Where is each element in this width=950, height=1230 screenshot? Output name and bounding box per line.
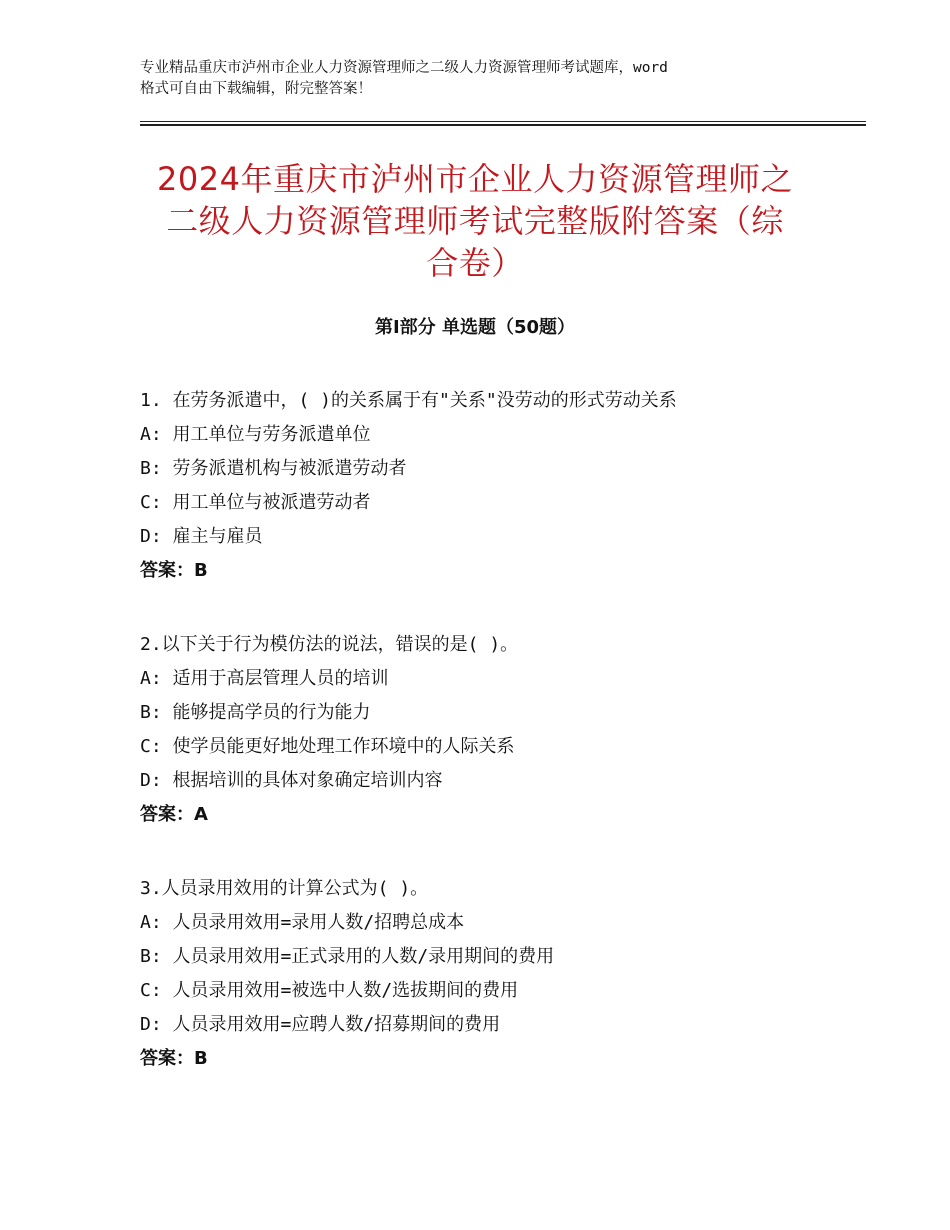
section-title: 第Ⅰ部分 单选题（50题） bbox=[374, 317, 575, 338]
question-stem: 2.以下关于行为模仿法的说法，错误的是( )。 bbox=[140, 634, 519, 655]
option-a: A: 人员录用效用=录用人数/招聘总成本 bbox=[140, 912, 465, 933]
option-a: A: 适用于高层管理人员的培训 bbox=[140, 668, 389, 689]
option-a: A: 用工单位与劳务派遣单位 bbox=[140, 424, 371, 445]
question-2 bbox=[140, 628, 840, 832]
option-c: C: 使学员能更好地处理工作环境中的人际关系 bbox=[140, 736, 515, 757]
header-divider-thick bbox=[140, 124, 866, 126]
option-b: B: 劳务派遣机构与被派遣劳动者 bbox=[140, 458, 407, 479]
option-b: B: 能够提高学员的行为能力 bbox=[140, 702, 371, 723]
question-stem: 3.人员录用效用的计算公式为( )。 bbox=[140, 878, 429, 899]
title-line-2: 二级人力资源管理师考试完整版附答案（综 bbox=[166, 202, 784, 240]
title-line-3: 合卷） bbox=[426, 244, 524, 282]
option-c: C: 用工单位与被派遣劳动者 bbox=[140, 492, 371, 513]
header-note-line-2: 格式可自由下载编辑，附完整答案！ bbox=[140, 81, 372, 97]
header-note bbox=[140, 58, 820, 100]
question-list bbox=[140, 384, 840, 1116]
answer: 答案：B bbox=[140, 1048, 208, 1069]
header-divider-thin bbox=[140, 121, 866, 122]
answer: 答案：A bbox=[140, 804, 208, 825]
document-title bbox=[140, 158, 810, 284]
title-line-1: 2024年重庆市泸州市企业人力资源管理师之 bbox=[157, 160, 793, 198]
question-3 bbox=[140, 872, 840, 1076]
option-d: D: 人员录用效用=应聘人数/招募期间的费用 bbox=[140, 1014, 501, 1035]
option-d: D: 根据培训的具体对象确定培训内容 bbox=[140, 770, 443, 791]
option-b: B: 人员录用效用=正式录用的人数/录用期间的费用 bbox=[140, 946, 555, 967]
option-d: D: 雇主与雇员 bbox=[140, 526, 263, 547]
option-c: C: 人员录用效用=被选中人数/选拔期间的费用 bbox=[140, 980, 519, 1001]
question-1 bbox=[140, 384, 840, 588]
answer: 答案：B bbox=[140, 560, 208, 581]
question-stem: 1. 在劳务派遣中，( )的关系属于有"关系"没劳动的形式劳动关系 bbox=[140, 390, 677, 411]
header-note-line-1: 专业精品重庆市泸州市企业人力资源管理师之二级人力资源管理师考试题库，word bbox=[140, 60, 668, 76]
